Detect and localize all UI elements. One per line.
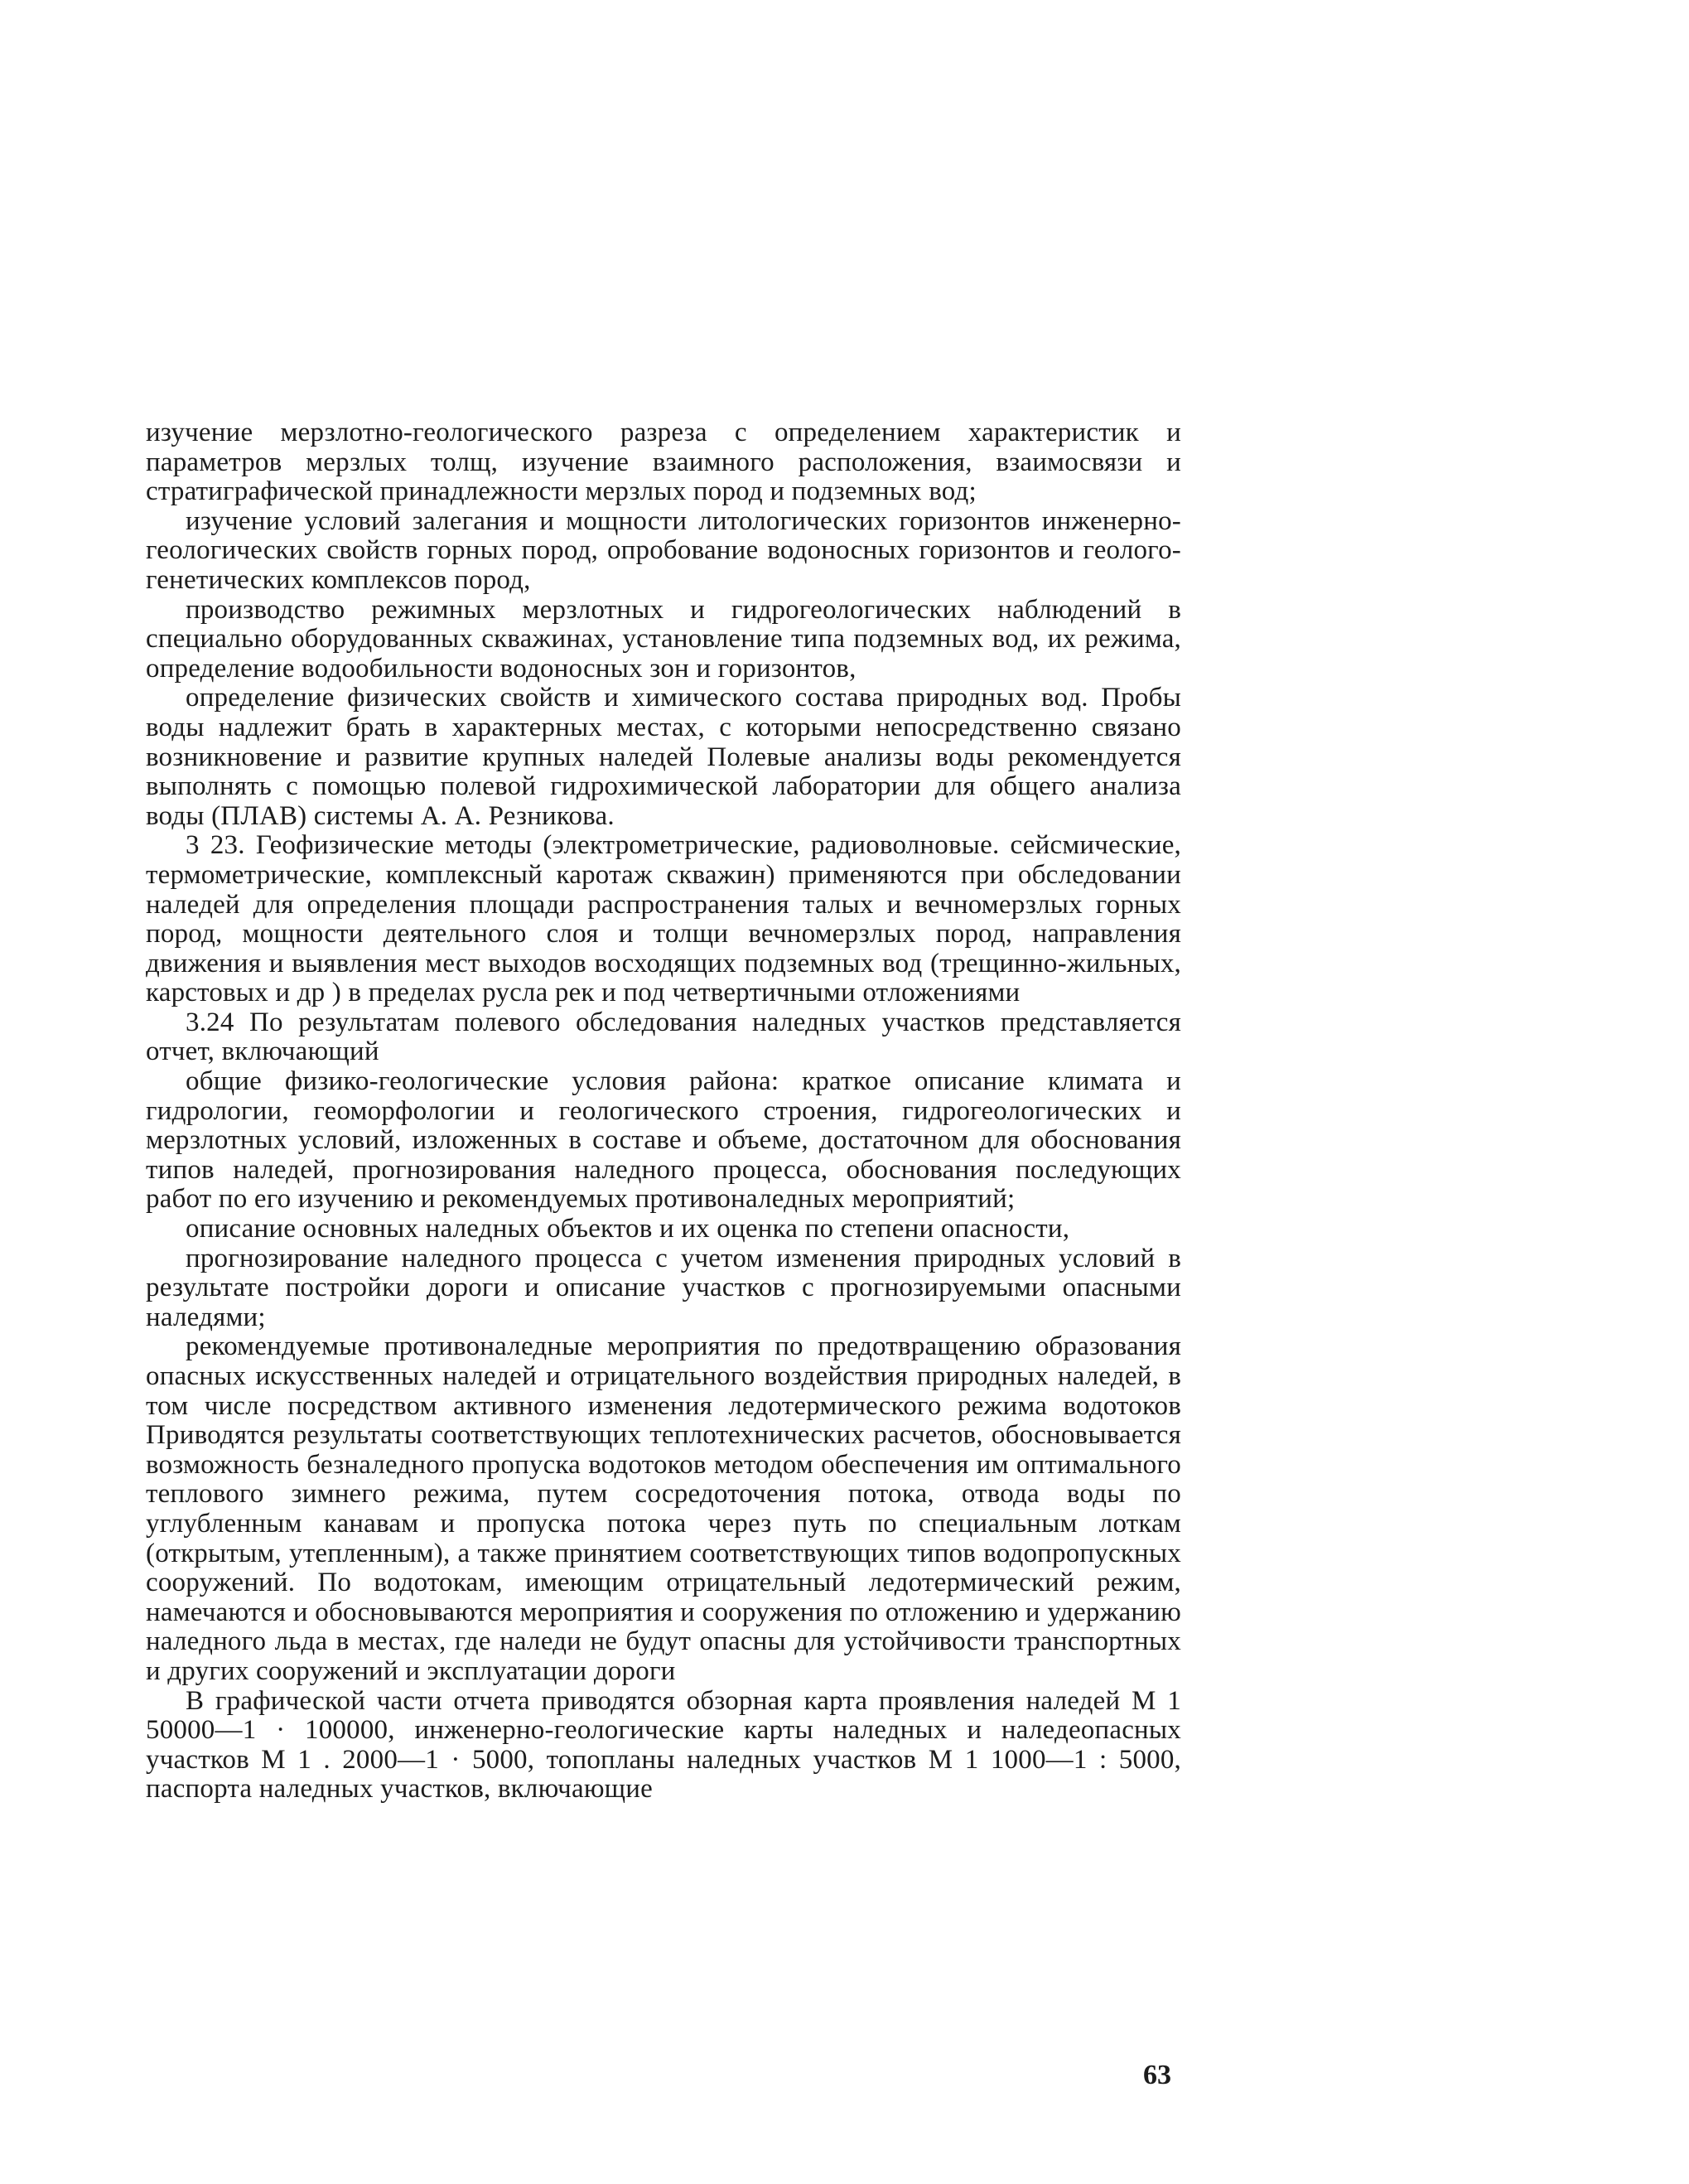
paragraph-general-conditions: общие физико-геологические условия района: краткое описание климата и гидрологии, геоморфологии и геологического строения, гидрогеологических и мерзлотных условий, изложенных в составе и объеме, достаточном для обоснования типов наледей, прогнозирования наледного процесса, обоснования последующих работ по его изучению и рекомендуемых противоналедных мероприятий;	[146, 1066, 1181, 1215]
paragraph-recommended-measures: рекомендуемые противоналедные мероприятия по предотвращению образования опасных искусственных наледей и отрицательного воздействия природных наледей, в том числе посредством активного изменения ледотермического режима водотоков Приводятся результаты соответствующих теплотехнических расчетов, обосновывается возможность безналедного пропуска водотоков методом обеспечения им оптимального теплового зимнего режима, путем сосредоточения потока, отвода воды по углубленным канавам и пропуска потока через путь по специальным лоткам (открытым, утепленным), а также принятием соответствующих типов водопропускных сооружений. По водотокам, имеющим отрицательный ледотермический режим, намечаются и обосновываются мероприятия и сооружения по отложению и удержанию наледного льда в местах, где наледи не будут опасны для устойчивости транспортных и других сооружений и эксплуатации дороги	[146, 1331, 1181, 1686]
page-body	[146, 418, 1181, 1805]
paragraph-forecasting: прогнозирование наледного процесса с учетом изменения природных условий в результате постройки дороги и описание участков с прогнозируемыми опасными наледями;	[146, 1243, 1181, 1332]
paragraph-lithology-study: изучение условий залегания и мощности литологических горизонтов инженерно-геологических свойств горных пород, опробование водоносных горизонтов и геолого-генетических комплексов пород,	[146, 505, 1181, 595]
paragraph-frozen-section-study: изучение мерзлотно-геологического разреза с определением характеристик и параметров мерзлых толщ, изучение взаимного расположения, взаимосвязи и стратиграфической принадлежности мерзлых пород и подземных вод;	[146, 418, 1181, 507]
paragraph-3-23-geophysics: 3 23. Геофизические методы (электрометрические, радиоволновые. сейсмические, термометрические, комплексный каротаж скважин) применяются при обследовании наледей для определения площади распространения талых и вечномерзлых горных пород, мощности деятельного слоя и толщи вечномерзлых пород, направления движения и выявления мест выходов восходящих подземных вод (трещинно-жильных, карстовых и др ) в пределах русла рек и под четвертичными отложениями	[146, 830, 1181, 1008]
paragraph-graphic-part: В графической части отчета приводятся обзорная карта проявления наледей М 1 50000—1 · 100000, инженерно-геологические карты наледных и наледеопасных участков М 1 . 2000—1 · 5000, топопланы наледных участков М 1 1000—1 : 5000, паспорта наледных участков, включающие	[146, 1685, 1181, 1805]
paragraph-regime-observations: производство режимных мерзлотных и гидрогеологических наблюдений в специально оборудованных скважинах, установление типа подземных вод, их режима, определение водообильности водоносных зон и горизонтов,	[146, 594, 1181, 684]
paragraph-objects-description: описание основных наледных объектов и их оценка по степени опасности,	[186, 1214, 1070, 1244]
paragraph-3-24-report: 3.24 По результатам полевого обследования наледных участков представляется отчет, включающий	[146, 1007, 1181, 1067]
page-number: 63	[1143, 2060, 1171, 2090]
paragraph-water-analysis: определение физических свойств и химического состава природных вод. Пробы воды надлежит брать в характерных местах, с которыми непосредственно связано возникновение и развитие крупных наледей Полевые анализы воды рекомендуется выполнять с помощью полевой гидрохимической лаборатории для общего анализа воды (ПЛАВ) системы А. А. Резникова.	[146, 683, 1181, 831]
